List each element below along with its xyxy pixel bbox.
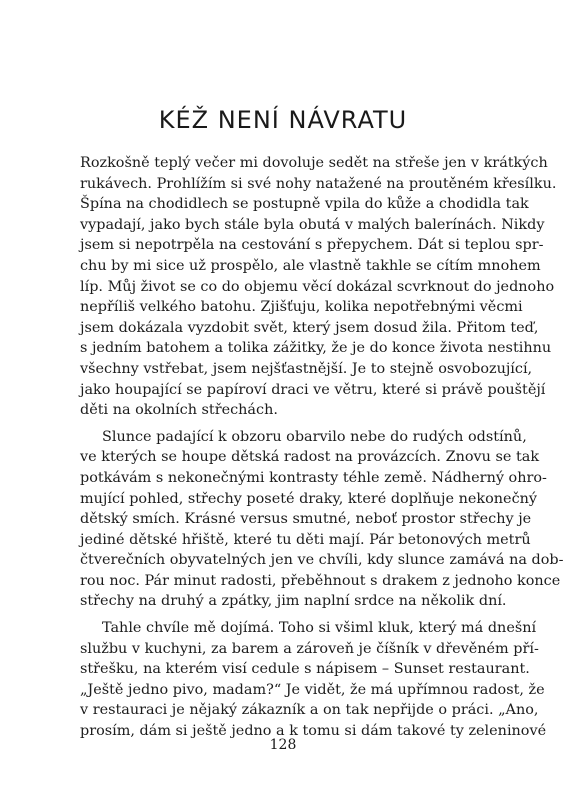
text-line: střešku, na kterém visí cedule s nápisem – Sunset restaurant. <box>80 661 530 678</box>
text-line: všechny vstřebat, jsem nejšťastnější. Je to stejně osvobozující, <box>80 360 533 377</box>
text-line: s jedním batohem a tolika zážitky, že je do konce života nestihnu <box>80 340 552 357</box>
paragraph <box>80 427 564 612</box>
text-line: mující pohled, střechy poseté draky, které doplňuje nekonečný <box>80 490 538 507</box>
text-line: v restauraci je nějaký zákazník a on tak nepřijde o práci. „Ano, <box>80 702 539 719</box>
text-line: líp. Můj život se co do objemu věcí dokázal scvrknout do jednoho <box>80 278 555 295</box>
text-line: Špína na chodidlech se postupně vpila do kůže a chodidla tak <box>80 196 529 213</box>
text-line: jsem dokázala vyzdobit svět, který jsem dosud žila. Přitom teď, <box>80 319 539 336</box>
page-number: 128 <box>269 737 297 753</box>
text-line: službu v kuchyni, za barem a zároveň je číšník v dřevěném pří- <box>80 640 539 657</box>
text-line: dětský smích. Krásné versus smutné, neboť prostor střechy je <box>80 511 532 528</box>
text-line: nepříliš velkého batohu. Zjišťuju, kolika nepotřebnými věcmi <box>80 299 523 316</box>
text-line: rukávech. Prohlížím si své nohy natažené na proutěném křesílku. <box>80 175 557 192</box>
text-line: jediné dětské hřiště, které tu děti mají. Pár betonových metrů <box>80 531 531 548</box>
text-line: Rozkošně teplý večer mi dovoluje sedět na střeše jen v krátkých <box>80 155 548 171</box>
text-line: jako houpající se papíroví draci ve větru, které si právě pouštějí <box>80 381 546 398</box>
paragraph <box>80 153 557 421</box>
text-line: chu by mi sice už prospělo, ale vlastně takhle se cítím mnohem <box>80 257 541 274</box>
text-line: střechy na druhý a zpátky, jim naplní srdce na několik dní. <box>80 593 507 610</box>
text-line: Tahle chvíle mě dojímá. Toho si všiml kluk, který má dnešní <box>102 620 537 637</box>
text-line: děti na okolních střechách. <box>80 402 278 419</box>
text-line: potkávám s nekonečnými kontrasty téhle země. Nádherný ohro- <box>80 469 547 486</box>
text-line: „Ještě jedno pivo, madam?“ Je vidět, že má upřímnou radost, že <box>80 681 545 698</box>
chapter-title: KÉŽ NENÍ NÁVRATU <box>158 106 408 134</box>
text-line: prosím, dám si ještě jedno a k tomu si dám takové ty zeleninové <box>80 723 547 740</box>
text-line: rou noc. Pár minut radosti, přeběhnout s drakem z jednoho konce <box>80 572 561 589</box>
text-line: Slunce padající k obzoru obarvilo nebe do rudých odstínů, <box>102 428 527 445</box>
text-line: ve kterých se houpe dětská radost na provázcích. Znovu se tak <box>80 449 540 466</box>
text-line: vypadají, jako bych stále byla obutá v malých balerínách. Nikdy <box>80 216 545 233</box>
text-line: jsem si nepotrpěla na cestování s přepychem. Dát si teplou spr- <box>80 237 544 254</box>
paragraph <box>80 618 547 742</box>
body-text <box>80 153 564 742</box>
text-line: čtverečních obyvatelných jen ve chvíli, kdy slunce zamává na dob- <box>80 552 564 569</box>
